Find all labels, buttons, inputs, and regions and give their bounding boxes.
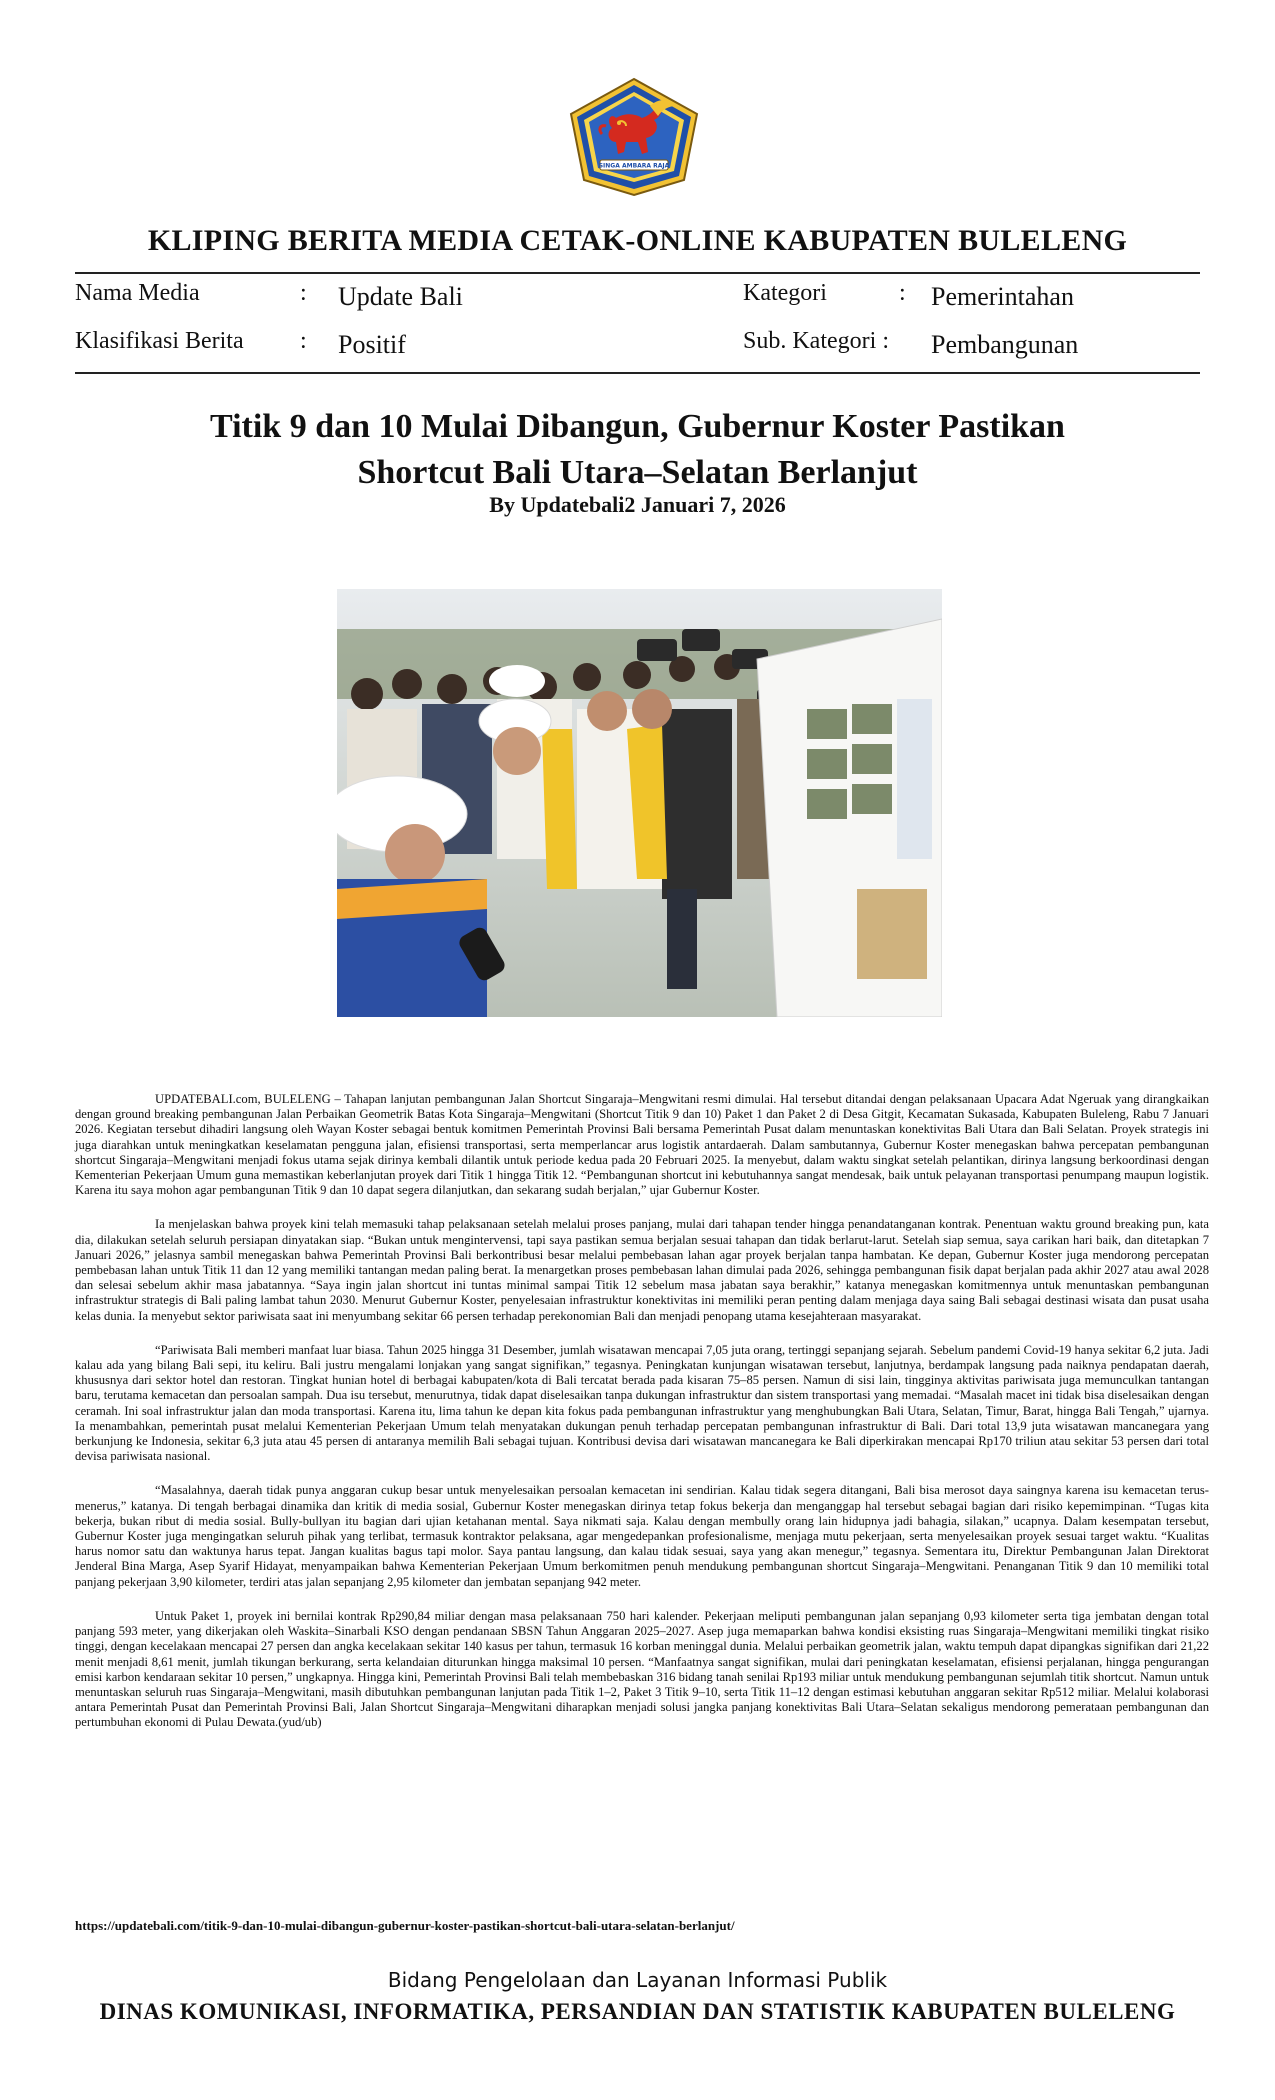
media-value: Update Bali [338, 282, 463, 311]
subkategori-label: Sub. Kategori : [743, 328, 889, 354]
kategori-label: Kategori [743, 280, 827, 306]
subkategori-value: Pembangunan [931, 330, 1079, 359]
article-source-url[interactable]: https://updatebali.com/titik-9-dan-10-mulai-dibangun-gubernur-koster-pastikan-shortcut-bali-utara-selatan-berlanjut/ [75, 1918, 735, 1933]
header-divider-top [75, 272, 1200, 274]
klasifikasi-label: Klasifikasi Berita [75, 328, 244, 354]
kategori-colon: : [899, 280, 906, 306]
header-divider-bottom [75, 372, 1200, 374]
article-paragraph-5: Untuk Paket 1, proyek ini bernilai kontrak Rp290,84 miliar dengan masa pelaksanaan 750 hari kalender. Pekerjaan meliputi pembangunan jalan sepanjang 0,93 kilometer serta tiga jembatan dengan total panjang 593 meter, yang dikerjakan oleh Waskita–Sinarbali KSO dengan pendanaan SBSN Tahun Anggaran 2025–2027. Asep juga memaparkan bahwa kondisi eksisting ruas Singaraja–Mengwitani memiliki tingkat risiko tinggi, dengan kecelakaan mencapai 27 persen dan angka kecelakaan sekitar 140 kasus per tahun, termasuk 16 korban meninggal dunia. Melalui perbaikan geometrik jalan, waktu tempuh dapat dipangkas signifikan dari 21,22 menit menjadi 8,61 menit, jumlah tikungan berkurang, serta kelandaian diturunkan hingga maksimal 10 persen. “Manfaatnya sangat signifikan, mulai dari peningkatan keselamatan, efisiensi perjalanan, hingga pengurangan emisi karbon kendaraan sekitar 10 persen,” ungkapnya. Hingga kini, Pemerintah Provinsi Bali telah membebaskan 316 bidang tanah senilai Rp193 miliar untuk mendukung pembangunan sejumlah titik shortcut. Namun untuk menuntaskan seluruh ruas Singaraja–Mengwitani, masih dibutuhkan pembangunan lanjutan pada Titik 1–2, Paket 3 Titik 9–10, serta Titik 11–12 dengan estimasi kebutuhan anggaran sekitar Rp512 miliar. Melalui kolaborasi antara Pemerintah Pusat dan Pemerintah Provinsi Bali, Jalan Shortcut Singaraja–Mengwitani diharapkan menjadi solusi jangka panjang konektivitas Bali Utara–Selatan sekaligus mendorong pemerataan pembangunan dan pertumbuhan ekonomi di Pulau Dewata.(yud/ub) [75, 1608, 1209, 1730]
article-body [75, 1092, 1209, 1750]
svg-text:SINGA AMBARA RAJA: SINGA AMBARA RAJA [598, 162, 670, 170]
document-header-title: KLIPING BERITA MEDIA CETAK-ONLINE KABUPATEN BULELENG [147, 224, 1128, 257]
klasifikasi-value: Positif [338, 330, 406, 359]
article-paragraph-4: “Masalahnya, daerah tidak punya anggaran cukup besar untuk menyelesaikan persoalan kemacetan ini sendirian. Kalau tidak segera ditangani, Bali bisa merosot daya saingnya karena isu kemacetan terus-menerus,” katanya. Di tengah berbagai dinamika dan kritik di media sosial, Gubernur Koster menegaskan dirinya tetap fokus bekerja dan menganggap hal tersebut sebagai bagian dari risiko kepemimpinan. “Tugas kita bekerja, bukan ribut di media sosial. Bully-bullyan itu bagian dari ujian ketahanan mental. Saya nikmati saja. Kalau dengan membully orang lain hidupnya jadi bahagia, silakan,” ucapnya. Dalam kesempatan tersebut, Gubernur Koster juga mengingatkan seluruh pihak yang terlibat, termasuk kontraktor pelaksana, agar mengedepankan profesionalisme, menjaga mutu pekerjaan, serta menyelesaikan proyek sesuai target waktu. “Kualitas harus nomor satu dan waktunya harus tepat. Jangan kualitas bagus tapi molor. Saya pantau langsung, dan kalau tidak sesuai, saya yang akan menegur,” tegasnya. Sementara itu, Direktur Pembangunan Jalan Direktorat Jenderal Bina Marga, Asep Syarif Hidayat, menyampaikan bahwa Kementerian Pekerjaan Umum berkomitmen penuh mendukung pembangunan shortcut Singaraja–Mengwitani. Penanganan Titik 9 dan 10 memiliki total panjang pekerjaan 3,90 kilometer, terdiri atas jalan sepanjang 2,95 kilometer dan jembatan sepanjang 942 meter. [75, 1483, 1209, 1589]
klasifikasi-colon: : [300, 328, 307, 354]
article-paragraph-2: Ia menjelaskan bahwa proyek kini telah memasuki tahap pelaksanaan setelah melalui proses panjang, mulai dari tahapan tender hingga penandatanganan kontrak. Penentuan waktu ground breaking pun, kata dia, dilakukan setelah seluruh persiapan dinyatakan siap. “Bukan untuk mengintervensi, tapi saya pastikan semua berjalan sesuai tahapan dan tidak berlarut-larut. Setelah siap semua, saya carikan hari baik, dan ditetapkan 7 Januari 2026,” jelasnya sambil menegaskan bahwa Pemerintah Provinsi Bali berkontribusi besar melalui pembebasan lahan agar proyek berjalan tanpa hambatan. Ke depan, Gubernur Koster juga mendorong percepatan pembebasan lahan untuk Titik 11 dan 12 yang memiliki tantangan medan paling berat. Ia menargetkan proses pembebasan lahan dimulai pada 2026, sehingga pembangunan fisik dapat berjalan pada akhir 2027 atau awal 2028 dan selesai sebelum akhir masa jabatannya. “Saya ingin jalan shortcut ini tuntas minimal sampai Titik 12 sebelum masa jabatan saya berakhir,” katanya menegaskan komitmennya untuk menuntaskan pembangunan infrastruktur strategis di Bali paling lambat tahun 2030. Menurut Gubernur Koster, penyelesaian infrastruktur konektivitas ini memiliki peran penting dalam menjaga daya saing Bali sebagai destinasi wisata dan pusat usaha kelas dunia. Ia menyebut sektor pariwisata saat ini menyumbang sekitar 66 persen terhadap perekonomian Bali dan menjadi penopang utama kesejahteraan masyarakat. [75, 1217, 1209, 1323]
article-paragraph-3: “Pariwisata Bali memberi manfaat luar biasa. Tahun 2025 hingga 31 Desember, jumlah wisatawan mencapai 7,05 juta orang, tertinggi sepanjang sejarah. Sebelum pandemi Covid-19 hanya sekitar 6,2 juta. Jadi kalau ada yang bilang Bali sepi, itu keliru. Bali justru mengalami lonjakan yang sangat signifikan,” tegasnya. Peningkatan kunjungan wisatawan tersebut, lanjutnya, berdampak langsung pada naiknya pendapatan daerah, khususnya dari sektor hotel dan restoran. Tingkat hunian hotel di berbagai kabupaten/kota di Bali tercatat berada pada kisaran 75–85 persen. Namun di sisi lain, tingginya aktivitas pariwisata juga memunculkan tantangan baru, terutama kemacetan dan persoalan sampah. Dua isu tersebut, menurutnya, tidak dapat diselesaikan tanpa dukungan infrastruktur dan sistem transportasi yang memadai. “Masalah macet ini tidak bisa diselesaikan dengan ceramah. Ini soal infrastruktur jalan dan moda transportasi. Karena itu, lima tahun ke depan kita fokus pada pembangunan infrastruktur yang menghubungkan Bali Utara, Selatan, Timur, Barat, hingga Bali Tengah,” ujarnya. Ia menambahkan, pemerintah pusat melalui Kementerian Pekerjaan Umum telah menyatakan dukungan penuh terhadap percepatan pembangunan infrastruktur di Bali. Dari total 13,9 juta wisatawan mancanegara yang berkunjung ke Indonesia, sekitar 6,3 juta atau 45 persen di antaranya memilih Bali sebagai tujuan. Kontribusi devisa dari wisatawan mancanegara ke Bali diperkirakan mencapai Rp170 triliun atau sekitar 53 persen dari total devisa pariwisata nasional. [75, 1342, 1209, 1464]
footer-department: Bidang Pengelolaan dan Layanan Informasi Publik [387, 1968, 888, 1992]
buleleng-crest-logo [566, 76, 702, 198]
article-photo [337, 589, 942, 1017]
media-label: Nama Media [75, 280, 200, 306]
article-byline: By Updatebali2 Januari 7, 2026 [489, 492, 786, 517]
article-title-line-1: Titik 9 dan 10 Mulai Dibangun, Gubernur Koster Pastikan [210, 408, 1065, 445]
kategori-value: Pemerintahan [931, 282, 1074, 311]
media-colon: : [300, 280, 307, 306]
article-paragraph-1: UPDATEBALI.com, BULELENG – Tahapan lanjutan pembangunan Jalan Shortcut Singaraja–Mengwitani resmi dimulai. Hal tersebut ditandai dengan pelaksanaan Upacara Adat Ngeruak yang dirangkaikan dengan ground breaking pembangunan Jalan Perbaikan Geometrik Batas Kota Singaraja–Mengwitani (Shortcut Titik 9 dan 10) Paket 1 dan Paket 2 di Desa Gitgit, Kecamatan Sukasada, Kabupaten Buleleng, Rabu 7 Januari 2026. Kegiatan tersebut dihadiri langsung oleh Wayan Koster sebagai bentuk komitmen Pemerintah Provinsi Bali bersama Pemerintah Pusat dalam menuntaskan konektivitas Bali Utara dan Bali Selatan. Proyek strategis ini juga diarahkan untuk meningkatkan keselamatan pengguna jalan, efisiensi transportasi, serta memperlancar arus logistik antardaerah. Dalam sambutannya, Gubernur Koster menegaskan bahwa percepatan pembangunan shortcut Singaraja–Mengwitani menjadi fokus utama sejak dirinya kembali dilantik untuk periode kedua pada 20 Februari 2025. Ia menyebut, dalam waktu singkat setelah pelantikan, dirinya langsung berkoordinasi dengan Kementerian Pekerjaan Umum guna memastikan keberlanjutan proyek dari Titik 1 hingga Titik 12. “Pembangunan shortcut ini kebutuhannya sangat mendesak, baik untuk pelayanan transportasi penumpang maupun logistik. Karena itu saya mohon agar pembangunan Titik 9 dan 10 dapat segera dilanjutkan, dan sekarang sudah berjalan,” ujar Gubernur Koster. [75, 1092, 1209, 1198]
article-photo-illustration [337, 589, 942, 1017]
article-title-line-2: Shortcut Bali Utara–Selatan Berlanjut [357, 454, 918, 491]
article-title [100, 404, 1175, 496]
footer-agency: DINAS KOMUNIKASI, INFORMATIKA, PERSANDIAN DAN STATISTIK KABUPATEN BULELENG [99, 1999, 1176, 2024]
